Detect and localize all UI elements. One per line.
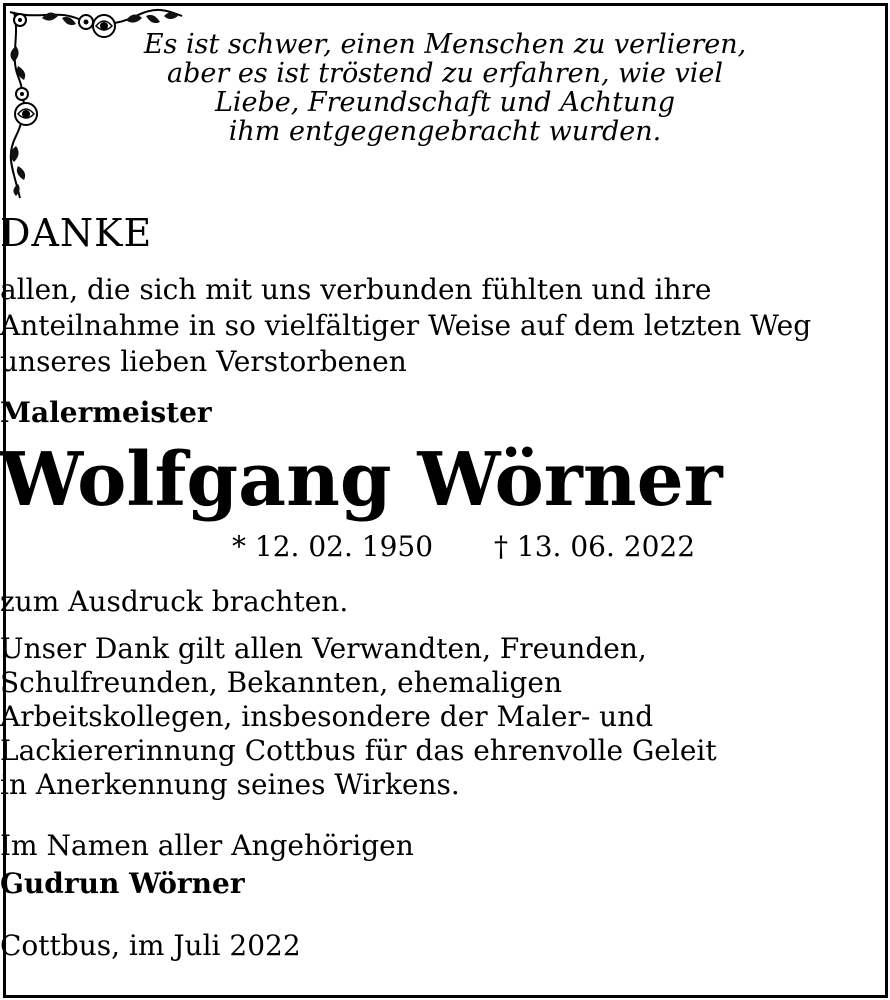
thanks-line: in Anerkennung seines Wirkens. xyxy=(0,768,460,801)
thanks-line: Arbeitskollegen, insbesondere der Maler- und xyxy=(0,700,654,733)
birth-date: * 12. 02. 1950 xyxy=(232,530,434,563)
heading-danke: DANKE xyxy=(0,211,153,255)
death-date: † 13. 06. 2022 xyxy=(494,530,696,563)
intro-line: Anteilnahme in so vielfältiger Weise auf dem letzten Weg xyxy=(0,309,812,342)
thanks-line: Schulfreunden, Bekannten, ehemaligen xyxy=(0,666,562,699)
intro-line: unseres lieben Verstorbenen xyxy=(0,345,407,378)
thanks-text xyxy=(0,632,890,802)
verse-line: Es ist schwer, einen Menschen zu verlieren, xyxy=(143,29,747,60)
verse-line: aber es ist tröstend zu erfahren, wie viel xyxy=(167,58,723,89)
intro-text xyxy=(0,272,890,380)
verse-line: ihm entgegengebracht wurden. xyxy=(228,116,662,147)
verse-line: Liebe, Freundschaft und Achtung xyxy=(214,87,676,118)
deceased-name: Wolfgang Wörner xyxy=(0,437,723,523)
deceased-profession: Malermeister xyxy=(0,396,212,429)
thanks-line: Unser Dank gilt allen Verwandten, Freunden, xyxy=(0,632,647,665)
memorial-verse xyxy=(0,30,890,146)
signoff-line: Im Namen aller Angehörigen xyxy=(0,829,414,862)
intro-line: allen, die sich mit uns verbunden fühlten und ihre xyxy=(0,273,712,306)
place-date: Cottbus, im Juli 2022 xyxy=(0,929,301,962)
signer-name: Gudrun Wörner xyxy=(0,867,245,900)
expressed-line: zum Ausdruck brachten. xyxy=(0,585,349,618)
thanks-line: Lackiererinnung Cottbus für das ehrenvolle Geleit xyxy=(0,734,717,767)
